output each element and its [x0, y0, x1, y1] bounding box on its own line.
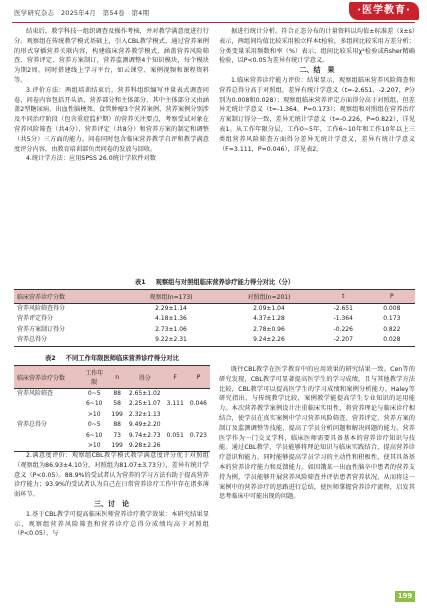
table-caption [14, 353, 210, 362]
table-cell: 9.22±2.31 [122, 335, 220, 346]
section-heading-discussion: 三、讨 论 [94, 499, 129, 508]
table-cell: 2.29±1.14 [155, 305, 187, 312]
table-grid [14, 365, 210, 452]
section-badge: ·医学教育· [349, 2, 419, 20]
table-cell: 0.822 [383, 325, 401, 333]
table-cell [14, 410, 80, 420]
table-cell: -2.651 [333, 305, 353, 312]
table-cell: 2.25±1.07 [128, 400, 161, 408]
column-header: 工作年限 [80, 366, 108, 389]
table-cell: 2.65±1.02 [128, 390, 161, 397]
table-cell: 0.051 [166, 431, 184, 439]
table-cell: 营养风险筛查得分 [17, 305, 66, 312]
paragraph: 据进行统计分析。符合正态分布的计量资料以均值±标准差（x̄±s）表示，两组间均值比较采用独立样本t检验，多组间比较采用方差分析；分类变量采用频数和率（%）表示，组间比较采用χ²检验或Fisher精确检验，以P<0.05为差异有统计学意义。 [219, 28, 415, 65]
table-cell: 88 [113, 421, 121, 429]
table-cell [164, 389, 187, 400]
table-number: 表1 [134, 279, 146, 286]
table-title: 观察组与对照组临床营养诊疗能力得分对比（分） [155, 279, 295, 286]
column-header: 观察组(n=173) [122, 290, 220, 304]
column-header: 临床营养诊疗分数 [14, 366, 80, 389]
table-cell: -0.226 [333, 325, 353, 333]
table-title: 不同工作年限医师临床营养诊疗得分对比 [65, 355, 180, 362]
table-cell: 9.28±2.26 [126, 441, 164, 452]
table-2 [14, 353, 210, 452]
table-cell: 营养总得分 [14, 335, 122, 346]
table-cell: 6~10 [85, 431, 103, 439]
table-cell: 9.49±2.20 [128, 421, 161, 429]
table-cell: 88 [113, 390, 121, 397]
section-heading-results: 二、结 果 [299, 66, 335, 75]
table-cell: 2.32±1.13 [128, 410, 161, 418]
table-cell: 营养总得分 [17, 421, 48, 429]
table-cell: 4.18±1.36 [155, 315, 187, 323]
table-row [14, 314, 415, 324]
table-cell: 199 [111, 410, 123, 418]
table-cell: 9.74±2.73 [128, 431, 161, 439]
table-cell [187, 389, 210, 400]
column-header: P [369, 290, 415, 304]
left-column-bottom [14, 451, 209, 596]
table-cell: 0.723 [189, 431, 207, 439]
table-number: 表2 [44, 355, 56, 362]
table-row [14, 399, 210, 409]
column-header: t [318, 290, 369, 304]
paragraph: 1.临床营养诊疗能力评价：结果显示，观察组临床营养风险筛查和营养总得分高于对照组，差异有统计学意义（t=-2.651、-2.207，P分别为0.008和0.028）；观察组临床营养评定方面得分高于对照组，但差异无统计学意义（t=-1.364，P=0.173）；观察组和对照组在营养治疗方案制订得分一致，差异无统计学意义（t=-0.226，P=0.822），详见表1。从工作年限分层，工作0~5年、工作6~10年和工作10年以上三类组营养风险筛查方面得分差异无统计学意义，差异有统计学意义（F=3.111，P=0.046），详见表2。 [219, 76, 415, 153]
paragraph: 既往CBL教学在医学教育中的应用效果的研究结果一致。Cen等的研究发现，CBL教学可显著提高医学生的学习成绩，且与其他教学方法比较，CBL教学可以提高医学生的学习成绩和案例分析能力。Haley等研究指出，与传统教学比较，案例教学能提高学生专业知识的运用能力。本次营养教学案例设计注重临床实用性，将营养理论与临床诊疗相结合，使学员在真实案例中学习营养风险筛查、营养评定、营养方案的制订及监测调整等技能，提高了学员分析问题和解决问题的能力。营养医学作为一门交叉学科，临床医师需要具备基本的营养诊疗知识与技能。通过CBL教学，学员能够将理论知识与临床实践结合，提高营养诊疗意识和能力，同时能够提高学员学习的主动性和积极性，使其具备基本的营养诊疗能力和反馈能力。如因饿某一出血性脑卒中患者的营养支持为例，学员能够开展营养风险筛查并评估患者营养状况，从而将这一案例中的营养诊疗的思路进行总结，使医师掌握营养诊疗流程，启发其思考临床中可能出现的问题。 [219, 366, 415, 501]
table-1 [14, 277, 415, 347]
table-cell: 9.24±2.26 [220, 335, 318, 346]
table-cell [14, 431, 80, 441]
column-header: P [187, 366, 210, 389]
paragraph: 2.满意度评价：观察组CBL教学模式教学满意度评分优于对照组（观察组为86.93±4.10分，对照组为81.07±3.73分），差异有统计学意义（P<0.05）。88.9%的受试者认为营养的学习方法有助于提高营养诊疗能力；93.9%的受试者认为自己在日常营养诊疗工作中存在诸多薄弱环节。 [14, 452, 209, 499]
table-cell: 营养风险筛查 [17, 390, 54, 397]
paragraph: 4.统计学方法：应用SPSS 26.0统计学软件对数 [26, 155, 156, 163]
table-cell: 3.111 [166, 400, 184, 408]
table-cell: 2.73±1.06 [155, 325, 187, 333]
table-cell: 73 [113, 431, 121, 439]
table-row [14, 431, 210, 441]
journal-meta: 医学研究杂志 2025年4月 第54卷 第4期 [14, 9, 150, 17]
page-number-badge: 199 [395, 591, 415, 602]
column-header: 得分 [126, 366, 164, 389]
table-cell [187, 410, 210, 420]
table-cell: 58 [113, 400, 121, 408]
table-header-row [14, 290, 415, 304]
table-cell: 0.008 [383, 305, 401, 312]
table-row [14, 420, 210, 430]
table-cell: 0~5 [87, 421, 101, 429]
table-cell: -2.207 [318, 335, 369, 346]
page-header [0, 0, 427, 24]
left-column-top [14, 27, 209, 273]
table-cell [187, 420, 210, 430]
table-cell [164, 410, 187, 420]
table-row [14, 410, 210, 420]
table-row [14, 304, 415, 315]
table-cell: 0.028 [369, 335, 415, 346]
right-column-top [219, 27, 415, 273]
column-header: 临床营养诊疗分数 [14, 290, 122, 304]
header-divider [12, 22, 415, 23]
table-cell [14, 399, 80, 409]
table-cell: 199 [108, 441, 125, 452]
table-cell: -1.364 [333, 315, 353, 323]
table-cell: 0.173 [383, 315, 401, 323]
table-cell: 2.09±1.04 [253, 305, 285, 312]
table-cell: 营养方案制订得分 [17, 325, 66, 333]
table-row [14, 389, 210, 400]
column-header: n [108, 366, 125, 389]
table-cell: 6~10 [85, 400, 103, 408]
table-cell: 营养评定得分 [17, 315, 54, 323]
table-cell: >10 [80, 441, 108, 452]
table-cell: 4.37±1.28 [253, 315, 285, 323]
table-cell [164, 420, 187, 430]
table-cell: 2.78±0.96 [253, 325, 285, 333]
paragraph: 1.基于CBL教学可提高临床医师营养诊疗教学效果：本研究结果显示，观察组营养风险筛查和营养诊疗总得分成绩均高于对照组（P<0.05），与 [14, 510, 209, 538]
table-cell: 0~5 [87, 390, 101, 397]
table-row [14, 325, 415, 335]
table-header-row [14, 366, 210, 389]
table-caption [14, 277, 415, 286]
paragraph: 结束后，教学科技一组织调查及操作考核，并对教学满意度进行行分。观察组在传统教学模式基础上，引入CBL教学模式。通过营养案例的形式穿插营养关联内容，构建临床营养教学模式，涵盖营养风险筛查、营养评定、营养方案制订，营养监测调整4个知识模块，每个模块为期2周。同时搭建线上学习平台，如云课堂、案例视频和课程资料等。 [14, 28, 209, 84]
column-header: 对照组(n=201) [220, 290, 318, 304]
table-cell: >10 [87, 410, 101, 418]
paragraph: 3.评价方法：两组培训结束后，营养科组织编写并量表式调查问卷，问卷内容包括开头语、营养部分和主体部分，其中主体部分又由涵盖2型糖尿病、出血性脑梗死、食管肿瘤3个营养案例，营养案例分别涉及不同治疗阶段（包含重症监护期）的营养关注要点，考察受试对象在营养风险筛查（共4分）、营养评定（共8分）和营养方案的制定和调整（共5分）三方面的能力。问卷同时包含临床营养教学自评和教学满意度评分内容，由教育培训部负责问卷的发放与回收。 [14, 86, 209, 153]
column-header: F [164, 366, 187, 389]
table-grid [14, 289, 415, 347]
table-row [14, 335, 415, 346]
right-column-bottom [219, 365, 415, 595]
table-cell: 0.046 [189, 400, 207, 408]
